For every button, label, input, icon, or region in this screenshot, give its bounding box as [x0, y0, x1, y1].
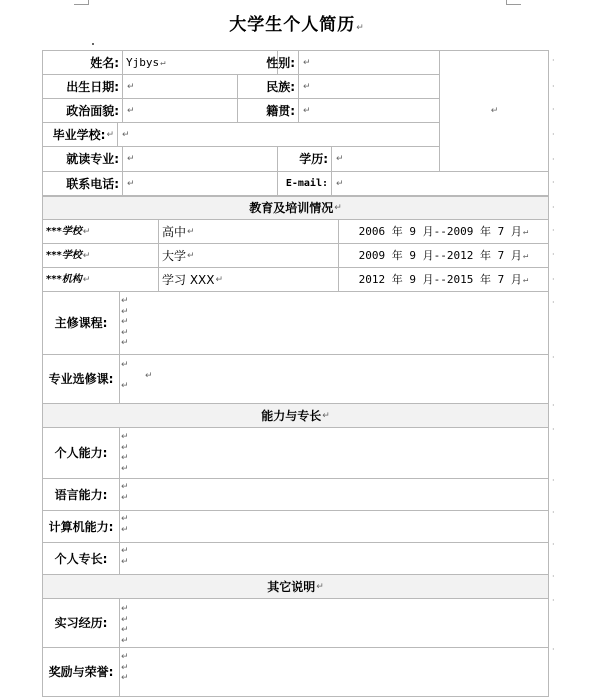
paragraph-mark-icon: ↵ — [127, 154, 135, 164]
education-section-title: 教育及培训情况 — [249, 201, 334, 215]
political-value-cell[interactable] — [122, 98, 238, 123]
paragraph-mark-icon: ↵ — [121, 604, 129, 614]
paragraph-mark-icon: ↵ — [121, 453, 129, 463]
paragraph-mark-icon: ↵ — [490, 106, 499, 116]
edu-row-3-period[interactable] — [338, 267, 549, 292]
internship-marks — [121, 604, 129, 646]
paragraph-mark-icon: ↵ — [82, 226, 91, 237]
paragraph-mark-icon: ↵ — [322, 410, 330, 421]
skills-section-title: 能力与专长 — [261, 408, 322, 423]
computer-label-cell — [42, 510, 120, 543]
paragraph-mark-icon: ↵ — [127, 81, 135, 92]
paragraph-mark-icon: ↵ — [121, 442, 129, 453]
phone-label: 联系电话: — [66, 176, 119, 191]
paragraph-mark-icon: ↵ — [121, 635, 129, 646]
personal-ability-label: 个人能力: — [54, 446, 108, 460]
edu-row-2-institution[interactable] — [42, 243, 159, 268]
edu-row-2-period[interactable] — [338, 243, 549, 268]
row-end-mark-icon: · — [552, 130, 555, 139]
electives-label-cell — [42, 354, 120, 404]
row-end-mark-icon: · — [552, 155, 555, 164]
edu-level-text: 高中 — [162, 224, 187, 239]
school-label: 毕业学校: — [52, 127, 106, 142]
edu-period-text: 2009 年 9 月--2012 年 7 月 — [358, 248, 522, 262]
paragraph-mark-icon: ↵ — [303, 57, 311, 68]
birth-value-cell[interactable] — [122, 74, 238, 99]
row-end-mark-icon: · — [552, 275, 555, 284]
paragraph-mark-icon: ↵ — [145, 370, 153, 381]
paragraph-mark-icon: ↵ — [316, 581, 324, 592]
political-label: 政治面貌: — [66, 103, 119, 118]
computer-value-cell[interactable] — [119, 510, 549, 543]
school-value-cell[interactable] — [117, 122, 440, 147]
row-end-mark-icon: · — [552, 203, 555, 212]
cursor-dot — [92, 43, 94, 45]
other-section-title: 其它说明 — [267, 579, 316, 594]
gender-label: 性别: — [266, 55, 295, 70]
language-value-cell[interactable] — [119, 478, 549, 511]
edu-institution-text: ***机构 — [46, 273, 82, 285]
email-label-cell — [277, 171, 332, 196]
paragraph-mark-icon: ↵ — [121, 463, 129, 474]
school-label-cell — [42, 122, 118, 147]
electives-value-cell[interactable] — [119, 354, 549, 404]
paragraph-mark-icon: ↵ — [121, 514, 129, 524]
ability-marks — [121, 432, 129, 474]
paragraph-mark-icon: ↵ — [121, 296, 129, 306]
row-end-mark-icon: · — [552, 56, 555, 65]
paragraph-mark-icon: ↵ — [121, 360, 129, 370]
row-end-mark-icon: · — [552, 353, 555, 362]
row-end-mark-icon: · — [552, 596, 555, 605]
degree-label-cell — [277, 146, 332, 172]
degree-value-cell[interactable] — [331, 146, 440, 172]
edu-row-1-period[interactable] — [338, 219, 549, 244]
row-end-mark-icon: · — [552, 178, 555, 187]
edu-row-1-level[interactable] — [158, 219, 339, 244]
row-end-mark-icon: · — [552, 540, 555, 549]
paragraph-mark-icon: ↵ — [121, 625, 129, 635]
electives-label: 专业选修课: — [48, 372, 114, 386]
edu-period-text: 2012 年 9 月--2015 年 7 月 — [358, 272, 522, 286]
paragraph-mark-icon: ↵ — [121, 317, 129, 327]
row-end-mark-icon: · — [552, 250, 555, 259]
page-corner-mark-left — [74, 0, 89, 5]
ethnicity-label: 民族: — [266, 79, 295, 94]
edu-level-text: 学习 XXX — [162, 272, 215, 287]
main-courses-label-cell — [42, 291, 120, 355]
phone-value-cell[interactable] — [122, 171, 278, 196]
paragraph-mark-icon: ↵ — [356, 23, 365, 33]
document-title-text: 大学生个人简历 — [229, 15, 356, 35]
row-end-mark-icon: · — [552, 82, 555, 91]
paragraph-mark-icon: ↵ — [121, 492, 129, 503]
paragraph-mark-icon: ↵ — [106, 129, 114, 140]
paragraph-mark-icon: ↵ — [121, 327, 129, 338]
political-label-cell — [42, 98, 123, 123]
paragraph-mark-icon: ↵ — [334, 203, 342, 213]
document-title — [0, 10, 594, 35]
paragraph-mark-icon: ↵ — [522, 274, 529, 285]
row-end-mark-icon: · — [552, 401, 555, 410]
paragraph-mark-icon: ↵ — [303, 105, 311, 116]
internship-label: 实习经历: — [54, 616, 108, 630]
ethnicity-value-cell[interactable] — [298, 74, 440, 99]
major-value-cell[interactable] — [122, 146, 278, 172]
birth-label-cell — [42, 74, 123, 99]
paragraph-mark-icon: ↵ — [121, 482, 129, 492]
paragraph-mark-icon: ↵ — [121, 432, 129, 442]
paragraph-mark-icon: ↵ — [121, 662, 129, 673]
main-courses-marks — [121, 296, 129, 349]
internship-label-cell — [42, 598, 120, 648]
row-end-mark-icon: · — [552, 425, 555, 434]
name-label-cell — [42, 50, 123, 75]
origin-label-cell — [237, 98, 299, 123]
language-marks — [121, 482, 129, 503]
awards-value-cell[interactable] — [119, 647, 549, 697]
internship-value-cell[interactable] — [119, 598, 549, 648]
paragraph-mark-icon: ↵ — [121, 556, 129, 567]
paragraph-mark-icon: ↵ — [121, 673, 129, 683]
row-end-mark-icon: · — [552, 105, 555, 114]
edu-level-text: 大学 — [162, 248, 187, 263]
edu-institution-text: ***学校 — [46, 249, 82, 261]
paragraph-mark-icon: ↵ — [127, 105, 135, 116]
paragraph-mark-icon: ↵ — [121, 652, 129, 662]
major-label-cell — [42, 146, 123, 172]
paragraph-mark-icon: ↵ — [122, 129, 130, 140]
edu-period-text: 2006 年 9 月--2009 年 7 月 — [358, 224, 522, 238]
paragraph-mark-icon: ↵ — [215, 274, 224, 285]
computer-marks — [121, 514, 129, 535]
paragraph-mark-icon: ↵ — [522, 250, 529, 261]
specialty-value-cell[interactable] — [119, 542, 549, 575]
language-label-cell — [42, 478, 120, 511]
edu-row-2-level[interactable] — [158, 243, 339, 268]
paragraph-mark-icon: ↵ — [121, 546, 129, 556]
row-end-mark-icon: · — [552, 508, 555, 517]
electives-marks — [121, 360, 153, 392]
awards-label-cell — [42, 647, 120, 697]
main-courses-label: 主修课程: — [54, 316, 108, 330]
major-label: 就读专业: — [66, 152, 119, 166]
degree-label: 学历: — [299, 152, 328, 166]
paragraph-mark-icon: ↵ — [82, 250, 91, 261]
row-end-mark-icon: · — [552, 645, 555, 654]
awards-marks — [121, 652, 129, 684]
page-corner-mark-right — [506, 0, 521, 5]
personal-ability-label-cell — [42, 427, 120, 479]
specialty-label-cell — [42, 542, 120, 575]
row-end-mark-icon: · — [552, 226, 555, 235]
skills-section-header — [42, 403, 549, 428]
row-end-mark-icon: · — [552, 476, 555, 485]
paragraph-mark-icon: ↵ — [303, 81, 311, 92]
other-section-header — [42, 574, 549, 599]
photo-cell[interactable] — [439, 50, 549, 172]
paragraph-mark-icon: ↵ — [160, 57, 166, 68]
paragraph-mark-icon: ↵ — [522, 226, 529, 237]
phone-label-cell — [42, 171, 123, 196]
paragraph-mark-icon: ↵ — [121, 381, 129, 391]
edu-institution-text: ***学校 — [46, 225, 82, 237]
paragraph-mark-icon: ↵ — [187, 226, 195, 237]
paragraph-mark-icon: ↵ — [121, 306, 129, 317]
email-label: E-mail: — [285, 177, 328, 189]
paragraph-mark-icon: ↵ — [121, 524, 129, 535]
education-section-header — [42, 196, 549, 220]
name-label: 姓名: — [90, 55, 119, 70]
row-end-mark-icon: · — [552, 572, 555, 581]
resume-table — [42, 50, 549, 700]
email-value-cell[interactable] — [331, 171, 549, 196]
name-value: Yjbys — [126, 55, 160, 69]
paragraph-mark-icon: ↵ — [121, 614, 129, 625]
birth-label: 出生日期: — [66, 79, 119, 94]
paragraph-mark-icon: ↵ — [121, 338, 129, 348]
row-end-mark-icon: · — [552, 298, 555, 307]
gender-value-cell[interactable] — [298, 50, 440, 75]
origin-value-cell[interactable] — [298, 98, 440, 123]
computer-label: 计算机能力: — [48, 519, 114, 534]
personal-ability-value-cell[interactable] — [119, 427, 549, 479]
paragraph-mark-icon: ↵ — [127, 178, 135, 189]
paragraph-mark-icon: ↵ — [82, 274, 91, 285]
paragraph-mark-icon: ↵ — [187, 250, 195, 261]
edu-row-3-level[interactable] — [158, 267, 339, 292]
specialty-label: 个人专长: — [54, 551, 108, 566]
awards-label: 奖励与荣誉: — [48, 665, 114, 679]
main-courses-value-cell[interactable] — [119, 291, 549, 355]
gender-label-cell — [237, 50, 299, 75]
ethnicity-label-cell — [237, 74, 299, 99]
specialty-marks — [121, 546, 129, 567]
paragraph-mark-icon: ↵ — [336, 178, 344, 189]
edu-row-3-institution[interactable] — [42, 267, 159, 292]
paragraph-mark-icon: ↵ — [336, 154, 344, 164]
origin-label: 籍贯: — [266, 103, 295, 118]
language-label: 语言能力: — [54, 487, 108, 502]
edu-row-1-institution[interactable] — [42, 219, 159, 244]
